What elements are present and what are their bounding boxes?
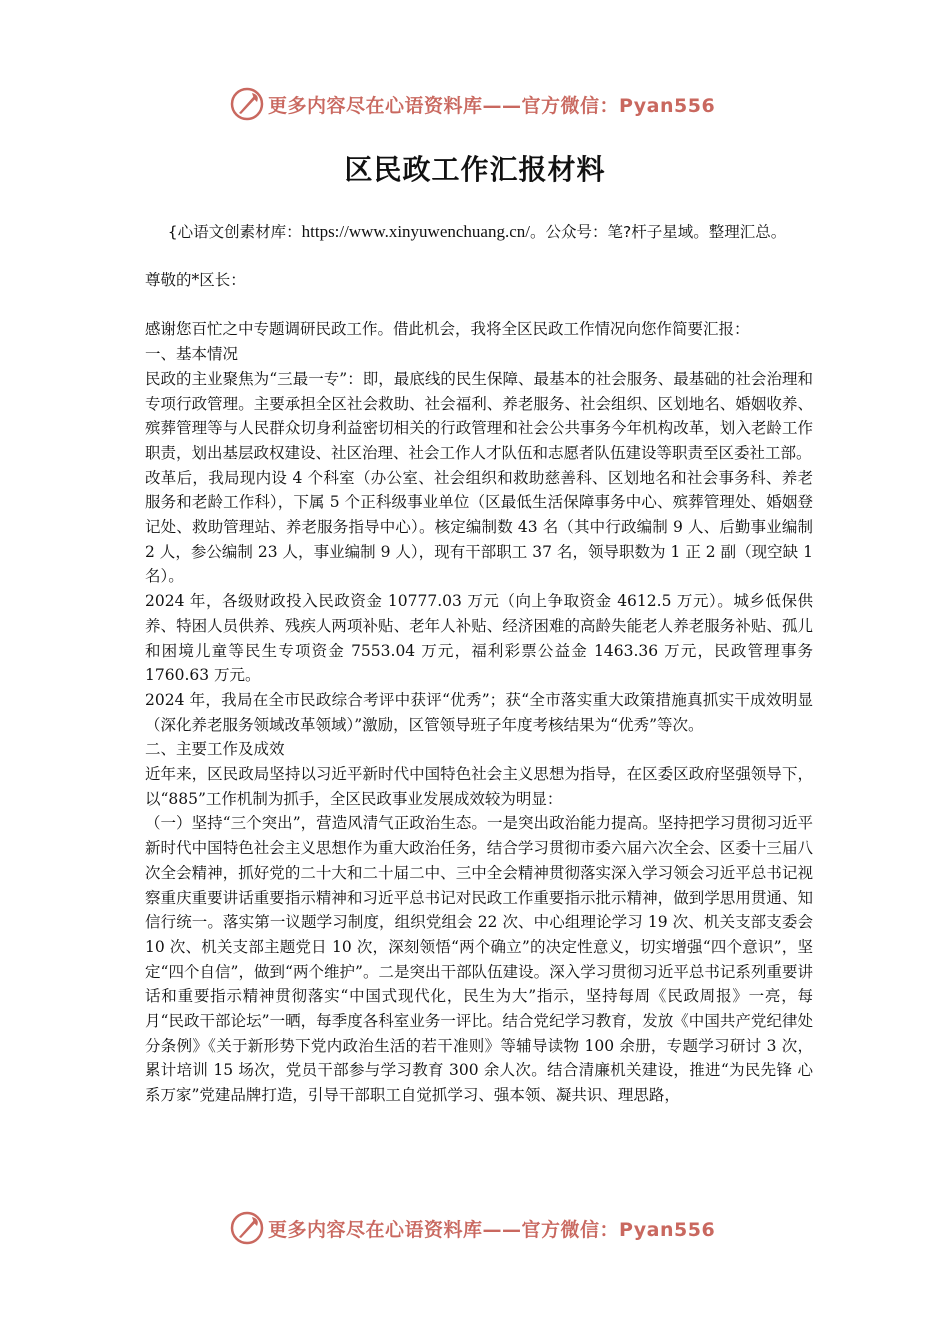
- body-paragraph: 2024 年，各级财政投入民政资金 10777.03 万元（向上争取资金 4612.5 万元）。城乡低保供养、特困人员供养、残疾人两项补贴、老年人补贴、经济困难的高龄失能老人养老服务补贴、孤儿和困境儿童等民生专项资金 7553.04 万元，福利彩票公益金 1463.36 万元，民政管理事务 1760.63 万元。: [145, 592, 813, 685]
- page-title: 区民政工作汇报材料: [344, 153, 606, 186]
- source-note: [142, 220, 812, 244]
- section-heading-2: 二、主要工作及成效: [145, 740, 285, 759]
- source-url: https://www.xinyuwenchuang.cn/: [301, 222, 530, 241]
- footer-watermark-banner: [230, 1208, 730, 1248]
- section-heading-1: 一、基本情况: [145, 345, 239, 364]
- intro-paragraph: 感谢您百忙之中专题调研民政工作。借此机会，我将全区民政工作情况向您作简要汇报：: [145, 320, 750, 339]
- body-paragraph: 近年来，区民政局坚持以习近平新时代中国特色社会主义思想为指导，在区委区政府坚强领导下，以“885”工作机制为抓手，全区民政事业发展成效较为明显：: [145, 765, 813, 808]
- body-paragraph: （一）坚持“三个突出”，营造风清气正政治生态。一是突出政治能力提高。坚持把学习贯彻习近平新时代中国特色社会主义思想作为重大政治任务，结合学习贯彻市委六届六次全会、区委十三届八次全会精神，抓好党的二十大和二十届二中、三中全会精神贯彻落实深入学习领会习近平总书记视察重庆重要讲话重要指示精神和习近平总书记对民政工作重要指示批示精神，做到学思用贯通、知信行统一。落实第一议题学习制度，组织党组会 22 次、中心组理论学习 19 次、机关支部支委会 10 次、机关支部主题党日 10 次，深刻领悟“两个确立”的决定性意义，切实增强“四个意识”，坚定“四个自信”，做到“两个维护”。二是突出干部队伍建设。深入学习贯彻习近平总书记系列重要讲话和重要指示精神贯彻落实“中国式现代化，民生为大”指示，坚持每周《民政周报》一亮，每月“民政干部论坛”一晒，每季度各科室业务一评比。结合党纪学习教育，发放《中国共产党纪律处分条例》《关于新形势下党内政治生活的若干准则》等辅导读物 100 余册，专题学习研讨 3 次，累计培训 15 场次，党员干部参与学习教育 300 余人次。结合清廉机关建设，推进“为民先锋 心系万家”党建品牌打造，引导干部职工自觉抓学习、强本领、凝共识、理思路，: [145, 814, 813, 1105]
- body-paragraph: 改革后，我局现内设 4 个科室（办公室、社会组织和救助慈善科、区划地名和社会事务科、养老服务和老龄工作科），下属 5 个正科级事业单位（区最低生活保障事务中心、殡葬管理处、婚姻登记处、救助管理站、养老服务指导中心）。核定编制数 43 名（其中行政编制 9 人、后勤事业编制 2 人，参公编制 23 人，事业编制 9 人），现有干部职工 37 名，领导职数为 1 正 2 副（现空缺 1 名）。: [145, 468, 813, 586]
- quill-logo-icon: [230, 87, 264, 121]
- body-paragraph: 民政的主业聚焦为“三最一专”：即，最底线的民生保障、最基本的社会服务、最基础的社会治理和专项行政管理。主要承担全区社会救助、社会福利、养老服务、社会组织、区划地名、婚姻收养、殡葬管理等与人民群众切身利益密切相关的行政管理和社会公共事务今年机构改革，划入老龄工作职责，划出基层政权建设、社区治理、社会工作人才队伍和志愿者队伍建设等职责至区委社工部。: [145, 369, 813, 462]
- quill-logo-icon: [230, 1211, 264, 1245]
- watermark-text: 更多内容尽在心语资料库——官方微信：Pyan556: [268, 1218, 716, 1241]
- greeting: 尊敬的*区长：: [145, 271, 246, 289]
- body-paragraph: 2024 年，我局在全市民政综合考评中获评“优秀”；获“全市落实重大政策措施真抓实干成效明显（深化养老服务领域改革领域）”激励，区管领导班子年度考核结果为“优秀”等次。: [145, 690, 813, 734]
- source-suffix: 。公众号：笔?杆子星域。整理汇总。: [530, 223, 787, 241]
- watermark-text: 更多内容尽在心语资料库——官方微信：Pyan556: [268, 94, 716, 117]
- header-watermark-banner: [230, 84, 730, 124]
- source-prefix: {心语文创素材库：: [167, 223, 302, 241]
- blank-line: [145, 293, 813, 318]
- document-body: [145, 268, 813, 1108]
